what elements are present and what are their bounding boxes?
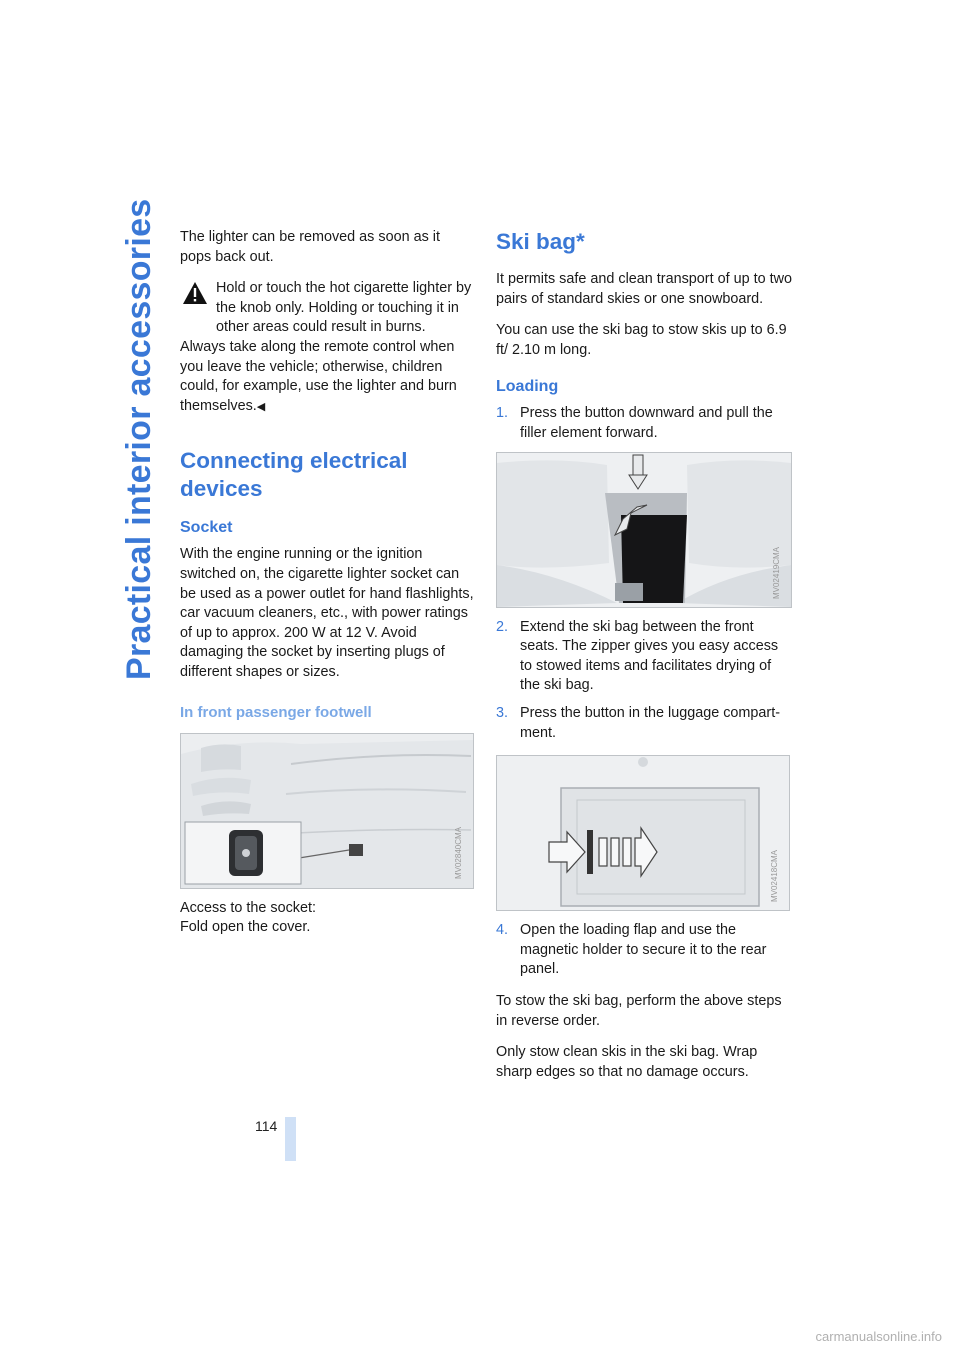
figure-code: MV02419CMA [772,546,782,599]
end-mark-icon: ◀ [256,400,266,413]
footwell-illustration [181,734,473,888]
warning-lead-text: Hold or touch the hot cigarette lighter by the knob only. Holding or touching it in other areas could result in burns. [216,280,472,336]
ski-bag-seat-figure [496,452,792,608]
warning-rest [180,338,475,417]
connecting-heading: Connecting electrical devices [180,448,408,502]
loading-steps-b [496,618,792,744]
loading-steps-a [496,404,792,443]
ski-bag-outro-1: To stow the ski bag, perform the above steps in reverse order. [496,992,782,1029]
warning-triangle-icon [182,281,208,305]
step-number: 4. [496,922,509,939]
step-text: Extend the ski bag between the front seats. The zipper gives you easy access to stowed items and facilitates drying of the ski bag. [520,618,779,694]
chapter-title-text: Practical interior accessories [120,198,158,680]
step-text: Open the loading flap and use the magnetic holder to secure it to the rear panel. [520,922,767,978]
access-line-1: Access to the socket: [180,899,316,916]
step-text: Press the button in the luggage compart-ment. [520,704,780,741]
luggage-compartment-illustration [497,756,789,910]
left-column [180,228,475,950]
socket-heading: Socket [180,519,233,537]
step-number: 1. [496,405,509,422]
lighter-intro: The lighter can be removed as soon as it pops back out. [180,229,440,265]
figure-code: MV02418CMA [770,850,780,903]
ski-bag-heading: Ski bag* [496,229,585,254]
chapter-title [112,30,162,680]
page-number: 114 [255,1118,278,1134]
page-bar [285,1117,296,1161]
ski-bag-outro-2: Only stow clean skis in the ski bag. Wrap sharp edges so that no damage occurs. [496,1044,758,1080]
socket-text: With the engine running or the ignition switched on, the cigarette lighter socket can be used as a power outlet for hand flashlights, car vacuum cleaners, etc., with power ratings of up to approx. 200 W at 12 V. Avoid damaging the socket by inserting plugs of different shapes or sizes. [180,546,474,680]
right-column [496,228,792,1094]
step-item [496,704,792,743]
figure-code: MV02840CMA [454,827,464,880]
warning-rest-text: Always take along the remote control when you leave the vehicle; otherwise, children could, for example, use the lighter and burn themselves. [180,338,457,414]
ski-bag-intro-2: You can use the ski bag to stow skis up to 6.9 ft/ 2.10 m long. [496,322,787,358]
footwell-socket-figure [180,733,474,889]
access-line-2: Fold open the cover. [180,919,311,936]
step-number: 2. [496,618,509,635]
footwell-heading: In front passenger footwell [180,703,372,721]
loading-heading: Loading [496,378,559,396]
ski-bag-intro-1: It permits safe and clean transport of up to two pairs of standard skies or one snowboard. [496,271,792,307]
step-item [496,404,792,443]
rear-seat-illustration [497,453,791,607]
step-item [496,921,792,980]
watermark: carmanualsonline.info [815,1329,942,1344]
luggage-button-figure [496,755,790,911]
step-text: Press the button downward and pull the filler element forward. [520,405,773,441]
warning-block [180,279,475,338]
step-number: 3. [496,704,509,721]
loading-steps-c [496,921,792,980]
step-item [496,618,792,696]
